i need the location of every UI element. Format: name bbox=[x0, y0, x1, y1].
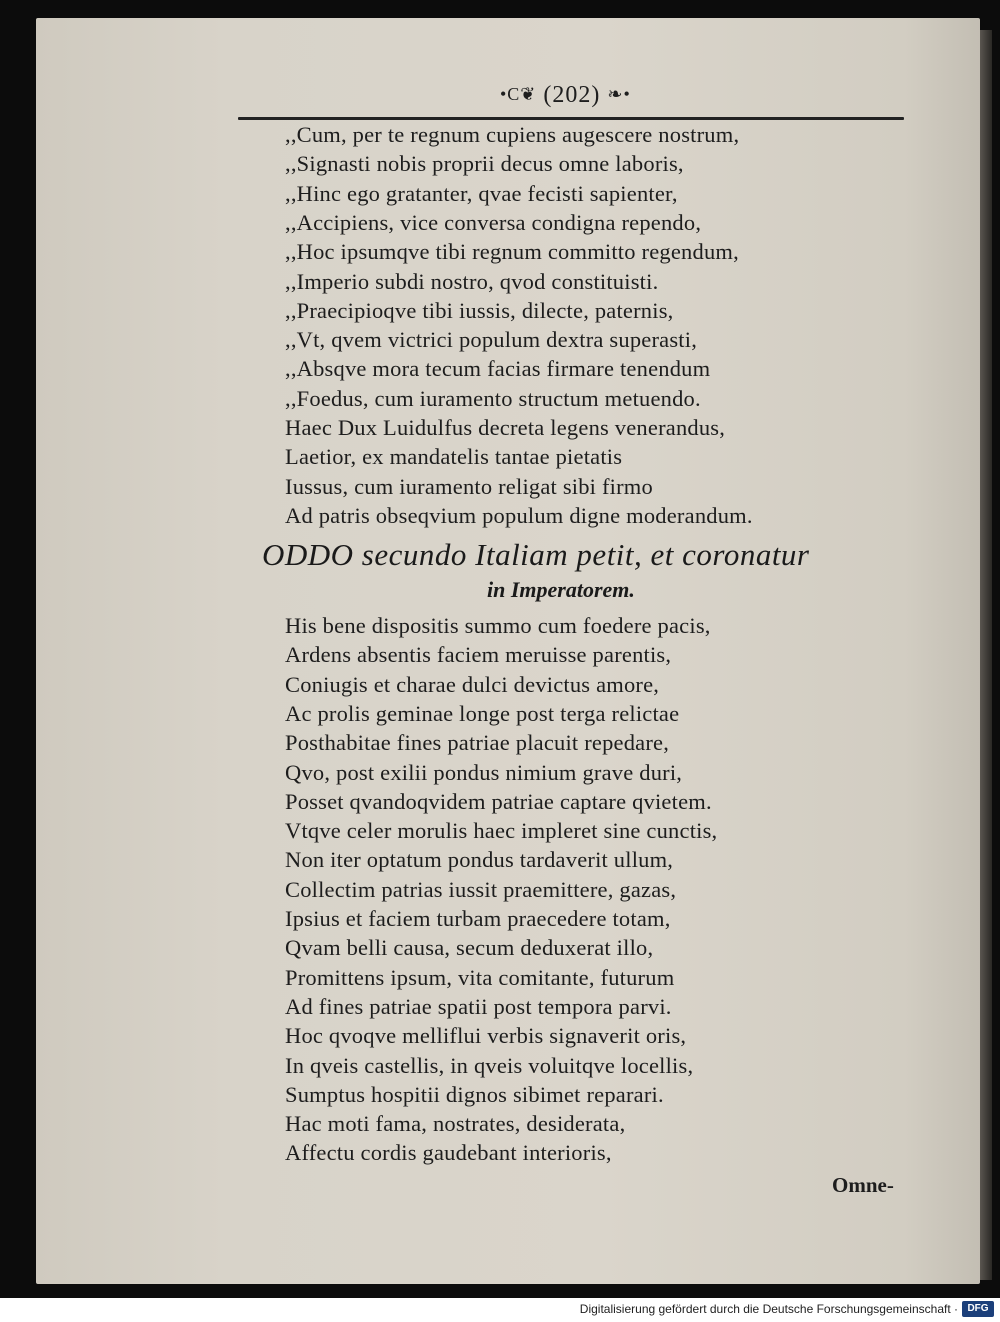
verse-line: ,,Accipiens, vice conversa condigna rependo, bbox=[285, 209, 702, 235]
section-heading-subline: in Imperatorem. bbox=[487, 577, 635, 602]
verse-line: Collectim patrias iussit praemittere, gazas, bbox=[285, 876, 677, 902]
verse-line: Ipsius et faciem turbam praecedere totam, bbox=[285, 906, 671, 931]
verse-line: ,,Vt, qvem victrici populum dextra superasti, bbox=[285, 327, 698, 353]
verse-line: Sumptus hospitii dignos sibimet reparari. bbox=[285, 1081, 664, 1107]
verse-line: Qvam belli causa, secum deduxerat illo, bbox=[285, 935, 654, 961]
dfg-logo: DFG bbox=[962, 1301, 994, 1317]
funding-notice: Digitalisierung gefördert durch die Deutsche Forschungsgemeinschaft · bbox=[579, 1302, 958, 1316]
verse-line: Posthabitae fines patriae placuit repedare, bbox=[285, 730, 670, 756]
verse-line: Hac moti fama, nostrates, desiderata, bbox=[285, 1111, 626, 1137]
header-rule bbox=[238, 117, 904, 120]
verse-line: ,,Cum, per te regnum cupiens augescere nostrum, bbox=[285, 122, 740, 147]
verse-line: Coniugis et charae dulci devictus amore, bbox=[285, 671, 660, 697]
page-edge-shadow bbox=[980, 30, 992, 1280]
verse-line: ,,Foedus, cum iuramento structum metuendo. bbox=[285, 385, 701, 411]
verse-line: Haec Dux Luidulfus decreta legens venerandus, bbox=[285, 415, 726, 440]
verse-line: ,,Hinc ego gratanter, qvae fecisti sapienter, bbox=[285, 180, 678, 206]
header-ornament-right: ❧• bbox=[607, 84, 631, 104]
verse-line: Vtqve celer morulis haec impleret sine cunctis, bbox=[285, 818, 718, 844]
section-heading: ODDO secundo Italiam petit, et coronatur bbox=[262, 537, 810, 572]
verse-line: In qveis castellis, in qveis voluitqve locellis, bbox=[285, 1052, 694, 1078]
verse-line: ,,Signasti nobis proprii decus omne laboris, bbox=[285, 151, 684, 177]
verse-line: Promittens ipsum, vita comitante, futurum bbox=[285, 964, 675, 990]
verse-line: Posset qvandoqvidem patriae captare qvietem. bbox=[285, 788, 712, 814]
verse-line: Qvo, post exilii pondus nimium grave duri, bbox=[285, 759, 683, 785]
page-number: 202 bbox=[552, 82, 592, 108]
verse-line: Laetior, ex mandatelis tantae pietatis bbox=[285, 444, 623, 470]
verse-line: Iussus, cum iuramento religat sibi firmo bbox=[285, 473, 653, 499]
verse-line: Hoc qvoqve melliflui verbis signaverit oris, bbox=[285, 1023, 687, 1049]
verse-line: Ardens absentis faciem meruisse parentis, bbox=[285, 642, 672, 668]
verse-line: Ad patris obseqvium populum digne moderandum. bbox=[285, 502, 753, 528]
verse-line: ,,Absqve mora tecum facias firmare tenendum bbox=[285, 356, 711, 382]
verse-line: Non iter optatum pondus tardaverit ullum, bbox=[285, 847, 674, 873]
catchword: Omne- bbox=[832, 1173, 894, 1197]
page-header: •C❦ (202) ❧• bbox=[500, 82, 631, 108]
header-ornament-left: •C❦ bbox=[500, 84, 537, 104]
verse-line: ,,Imperio subdi nostro, qvod constituisti. bbox=[285, 268, 659, 294]
verse-line: ,,Hoc ipsumqve tibi regnum committo regendum, bbox=[285, 239, 739, 265]
verse-line: His bene dispositis summo cum foedere pacis, bbox=[285, 613, 711, 638]
footer-bar bbox=[0, 1298, 1000, 1322]
verse-line: Ac prolis geminae longe post terga relictae bbox=[285, 700, 680, 726]
verse-line: Affectu cordis gaudebant interioris, bbox=[285, 1140, 612, 1166]
verse-line: Ad fines patriae spatii post tempora parvi. bbox=[285, 993, 672, 1019]
verse-line: ,,Praecipioqve tibi iussis, dilecte, paternis, bbox=[285, 297, 674, 323]
